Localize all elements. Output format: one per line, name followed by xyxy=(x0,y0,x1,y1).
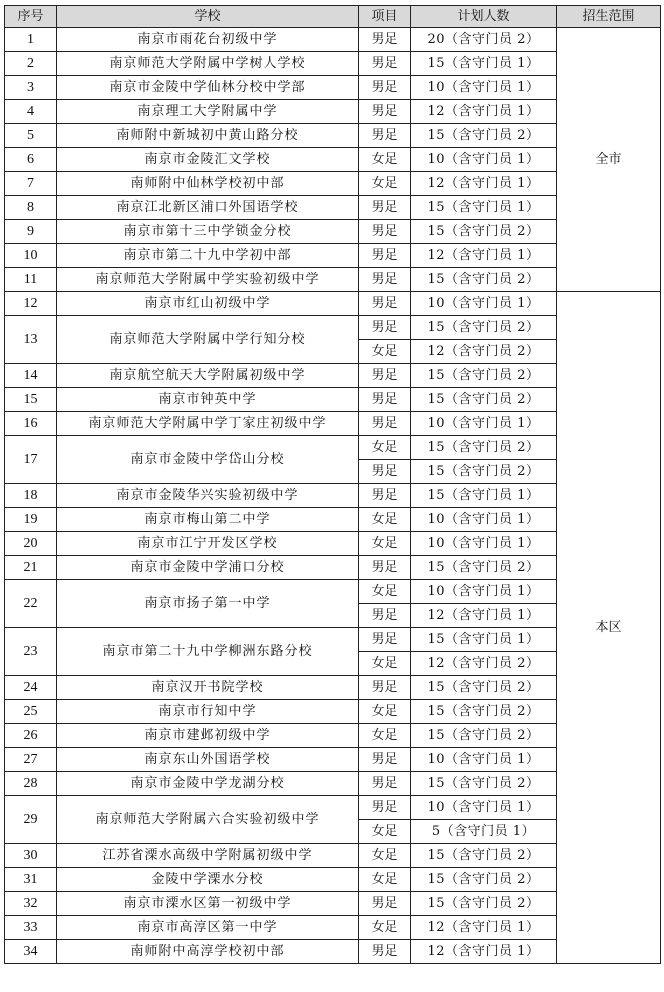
sport-item: 男足 xyxy=(359,676,411,700)
header-no: 序号 xyxy=(5,6,57,28)
row-number: 9 xyxy=(5,220,57,244)
sport-item: 女足 xyxy=(359,340,411,364)
sport-item: 男足 xyxy=(359,628,411,652)
school-name: 南京市溧水区第一初级中学 xyxy=(57,892,359,916)
plan-count: 15（含守门员 2） xyxy=(411,676,557,700)
plan-count: 10（含守门员 1） xyxy=(411,412,557,436)
school-name: 金陵中学溧水分校 xyxy=(57,868,359,892)
plan-count: 10（含守门员 1） xyxy=(411,148,557,172)
sport-item: 男足 xyxy=(359,28,411,52)
school-name: 南京市金陵中学浦口分校 xyxy=(57,556,359,580)
plan-count: 10（含守门员 1） xyxy=(411,748,557,772)
row-number: 3 xyxy=(5,76,57,100)
row-number: 4 xyxy=(5,100,57,124)
sport-item: 女足 xyxy=(359,508,411,532)
row-number: 14 xyxy=(5,364,57,388)
sport-item: 男足 xyxy=(359,484,411,508)
sport-item: 男足 xyxy=(359,460,411,484)
row-number: 32 xyxy=(5,892,57,916)
sport-item: 男足 xyxy=(359,196,411,220)
row-number: 21 xyxy=(5,556,57,580)
plan-count: 15（含守门员 1） xyxy=(411,196,557,220)
row-number: 11 xyxy=(5,268,57,292)
row-number: 2 xyxy=(5,52,57,76)
sport-item: 男足 xyxy=(359,52,411,76)
school-name: 南京市雨花台初级中学 xyxy=(57,28,359,52)
row-number: 24 xyxy=(5,676,57,700)
sport-item: 女足 xyxy=(359,844,411,868)
plan-count: 10（含守门员 1） xyxy=(411,796,557,820)
plan-count: 15（含守门员 2） xyxy=(411,124,557,148)
plan-count: 12（含守门员 1） xyxy=(411,940,557,964)
sport-item: 女足 xyxy=(359,580,411,604)
sport-item: 女足 xyxy=(359,532,411,556)
school-name: 南京师范大学附属六合实验初级中学 xyxy=(57,796,359,844)
plan-count: 15（含守门员 2） xyxy=(411,700,557,724)
enrollment-range: 全市 xyxy=(557,28,661,292)
sport-item: 男足 xyxy=(359,292,411,316)
school-name: 南京理工大学附属中学 xyxy=(57,100,359,124)
school-name: 南京市高淳区第一中学 xyxy=(57,916,359,940)
plan-count: 12（含守门员 2） xyxy=(411,340,557,364)
plan-count: 12（含守门员 2） xyxy=(411,652,557,676)
sport-item: 男足 xyxy=(359,748,411,772)
sport-item: 女足 xyxy=(359,172,411,196)
sport-item: 男足 xyxy=(359,100,411,124)
school-name: 南京江北新区浦口外国语学校 xyxy=(57,196,359,220)
school-name: 南京市第二十九中学初中部 xyxy=(57,244,359,268)
row-number: 8 xyxy=(5,196,57,220)
row-number: 15 xyxy=(5,388,57,412)
school-name: 南师附中仙林学校初中部 xyxy=(57,172,359,196)
plan-count: 15（含守门员 2） xyxy=(411,772,557,796)
header-item: 项目 xyxy=(359,6,411,28)
plan-count: 15（含守门员 2） xyxy=(411,388,557,412)
school-name: 南京师范大学附属中学实验初级中学 xyxy=(57,268,359,292)
row-number: 18 xyxy=(5,484,57,508)
table-body xyxy=(5,28,661,964)
plan-count: 15（含守门员 1） xyxy=(411,52,557,76)
table-row xyxy=(5,28,661,52)
sport-item: 女足 xyxy=(359,652,411,676)
school-name: 南京市梅山第二中学 xyxy=(57,508,359,532)
row-number: 1 xyxy=(5,28,57,52)
school-name: 南京市金陵中学仙林分校中学部 xyxy=(57,76,359,100)
plan-count: 15（含守门员 2） xyxy=(411,316,557,340)
sport-item: 男足 xyxy=(359,364,411,388)
plan-count: 5（含守门员 1） xyxy=(411,820,557,844)
school-name: 南京市行知中学 xyxy=(57,700,359,724)
row-number: 26 xyxy=(5,724,57,748)
row-number: 12 xyxy=(5,292,57,316)
plan-count: 15（含守门员 2） xyxy=(411,556,557,580)
school-name: 南京市金陵华兴实验初级中学 xyxy=(57,484,359,508)
plan-count: 15（含守门员 2） xyxy=(411,220,557,244)
plan-count: 10（含守门员 1） xyxy=(411,508,557,532)
enrollment-table xyxy=(4,5,661,964)
sport-item: 男足 xyxy=(359,604,411,628)
plan-count: 15（含守门员 2） xyxy=(411,364,557,388)
row-number: 10 xyxy=(5,244,57,268)
school-name: 南京师范大学附属中学行知分校 xyxy=(57,316,359,364)
row-number: 34 xyxy=(5,940,57,964)
school-name: 南京师范大学附属中学树人学校 xyxy=(57,52,359,76)
school-name: 南京汉开书院学校 xyxy=(57,676,359,700)
sport-item: 男足 xyxy=(359,316,411,340)
plan-count: 10（含守门员 1） xyxy=(411,292,557,316)
sport-item: 女足 xyxy=(359,436,411,460)
plan-count: 15（含守门员 2） xyxy=(411,724,557,748)
plan-count: 15（含守门员 1） xyxy=(411,484,557,508)
row-number: 17 xyxy=(5,436,57,484)
school-name: 南京市金陵中学龙湖分校 xyxy=(57,772,359,796)
row-number: 5 xyxy=(5,124,57,148)
sport-item: 男足 xyxy=(359,940,411,964)
row-number: 16 xyxy=(5,412,57,436)
plan-count: 15（含守门员 2） xyxy=(411,268,557,292)
sport-item: 男足 xyxy=(359,796,411,820)
plan-count: 12（含守门员 1） xyxy=(411,100,557,124)
header-school: 学校 xyxy=(57,6,359,28)
school-name: 江苏省溧水高级中学附属初级中学 xyxy=(57,844,359,868)
row-number: 27 xyxy=(5,748,57,772)
row-number: 7 xyxy=(5,172,57,196)
plan-count: 12（含守门员 1） xyxy=(411,244,557,268)
plan-count: 10（含守门员 1） xyxy=(411,76,557,100)
row-number: 29 xyxy=(5,796,57,844)
sport-item: 女足 xyxy=(359,868,411,892)
school-name: 南师附中高淳学校初中部 xyxy=(57,940,359,964)
row-number: 23 xyxy=(5,628,57,676)
row-number: 19 xyxy=(5,508,57,532)
sport-item: 男足 xyxy=(359,268,411,292)
school-name: 南京市金陵中学岱山分校 xyxy=(57,436,359,484)
row-number: 25 xyxy=(5,700,57,724)
plan-count: 10（含守门员 1） xyxy=(411,580,557,604)
plan-count: 15（含守门员 1） xyxy=(411,628,557,652)
row-number: 20 xyxy=(5,532,57,556)
plan-count: 15（含守门员 2） xyxy=(411,436,557,460)
school-name: 南京东山外国语学校 xyxy=(57,748,359,772)
school-name: 南京市扬子第一中学 xyxy=(57,580,359,628)
header-range: 招生范围 xyxy=(557,6,661,28)
enrollment-range: 本区 xyxy=(557,292,661,964)
school-name: 南京市金陵汇文学校 xyxy=(57,148,359,172)
sport-item: 男足 xyxy=(359,220,411,244)
plan-count: 20（含守门员 2） xyxy=(411,28,557,52)
sport-item: 男足 xyxy=(359,772,411,796)
school-name: 南京师范大学附属中学丁家庄初级中学 xyxy=(57,412,359,436)
sport-item: 男足 xyxy=(359,388,411,412)
header-row xyxy=(5,6,661,28)
plan-count: 10（含守门员 1） xyxy=(411,532,557,556)
plan-count: 12（含守门员 1） xyxy=(411,916,557,940)
school-name: 南师附中新城初中黄山路分校 xyxy=(57,124,359,148)
header-plan: 计划人数 xyxy=(411,6,557,28)
row-number: 22 xyxy=(5,580,57,628)
sport-item: 女足 xyxy=(359,700,411,724)
sport-item: 男足 xyxy=(359,412,411,436)
plan-count: 15（含守门员 2） xyxy=(411,844,557,868)
plan-count: 12（含守门员 1） xyxy=(411,604,557,628)
row-number: 28 xyxy=(5,772,57,796)
row-number: 33 xyxy=(5,916,57,940)
school-name: 南京市第二十九中学柳洲东路分校 xyxy=(57,628,359,676)
plan-count: 15（含守门员 2） xyxy=(411,868,557,892)
row-number: 13 xyxy=(5,316,57,364)
sport-item: 男足 xyxy=(359,244,411,268)
sport-item: 男足 xyxy=(359,892,411,916)
school-name: 南京航空航天大学附属初级中学 xyxy=(57,364,359,388)
school-name: 南京市红山初级中学 xyxy=(57,292,359,316)
table-header xyxy=(5,6,661,28)
plan-count: 15（含守门员 2） xyxy=(411,892,557,916)
sport-item: 女足 xyxy=(359,724,411,748)
row-number: 6 xyxy=(5,148,57,172)
sport-item: 男足 xyxy=(359,76,411,100)
school-name: 南京市江宁开发区学校 xyxy=(57,532,359,556)
plan-count: 12（含守门员 1） xyxy=(411,172,557,196)
school-name: 南京市第十三中学锁金分校 xyxy=(57,220,359,244)
sport-item: 女足 xyxy=(359,820,411,844)
sport-item: 男足 xyxy=(359,556,411,580)
row-number: 31 xyxy=(5,868,57,892)
sport-item: 女足 xyxy=(359,916,411,940)
table-row xyxy=(5,292,661,316)
school-name: 南京市建邺初级中学 xyxy=(57,724,359,748)
sport-item: 女足 xyxy=(359,148,411,172)
enrollment-table-container xyxy=(4,5,661,964)
school-name: 南京市钟英中学 xyxy=(57,388,359,412)
sport-item: 男足 xyxy=(359,124,411,148)
plan-count: 15（含守门员 2） xyxy=(411,460,557,484)
row-number: 30 xyxy=(5,844,57,868)
